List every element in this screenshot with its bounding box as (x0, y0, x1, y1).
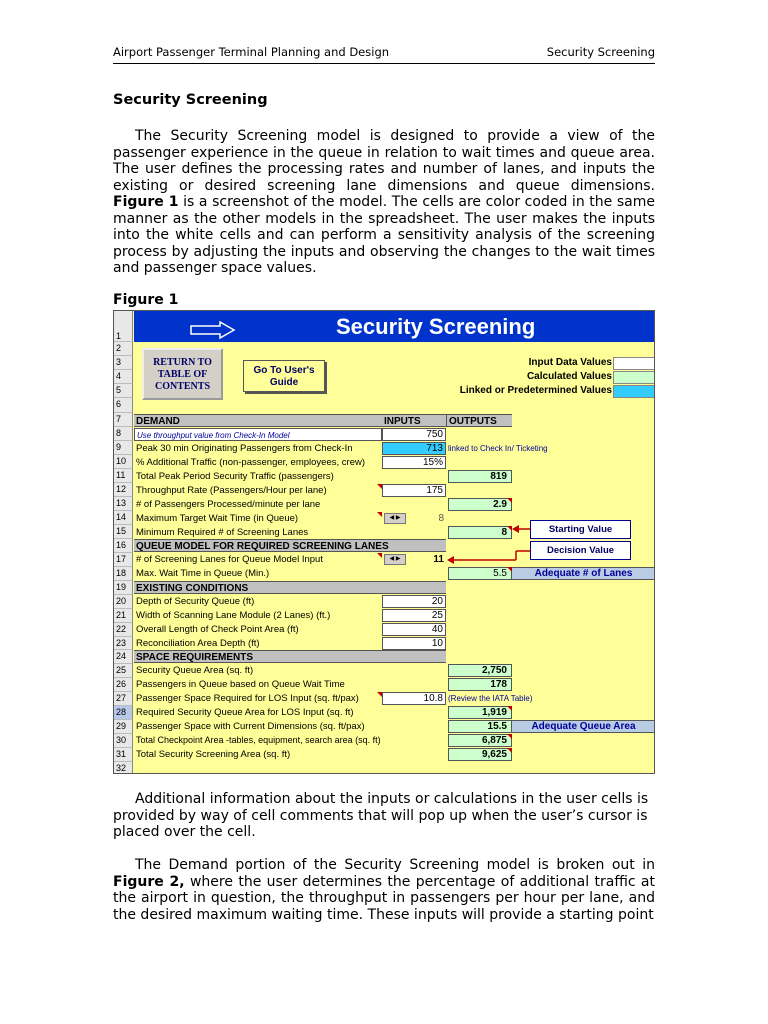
row-number: 10 (114, 455, 133, 469)
queue-model-header: QUEUE MODEL FOR REQUIRED SCREENING LANES (134, 539, 446, 552)
row27-label: Passenger Space Required for LOS Input (sq. ft/pax) (136, 693, 359, 704)
row-number: 24 (114, 650, 133, 664)
row13-output: 2.9 (448, 498, 512, 511)
row-number: 1 (114, 311, 133, 342)
starting-arrow-head (512, 525, 519, 533)
comments-paragraph: Additional information about the inputs or calculations in the user cells is provided by way of cell comments that will pop up when the user’s cursor is placed over the cell. (113, 791, 649, 840)
demand-paragraph (113, 857, 655, 923)
row22-label: Overall Length of Check Point Area (ft) (136, 624, 299, 635)
sheet-title: Security Screening (336, 314, 536, 339)
row10-input[interactable]: 15% (382, 456, 446, 469)
row21-input[interactable]: 25 (382, 609, 446, 622)
row-number: 5 (114, 384, 133, 398)
row-number: 25 (114, 664, 133, 678)
row15-label: Minimum Required # of Screening Lanes (136, 527, 309, 538)
row13-label: # of Passengers Processed/minute per lane (136, 499, 321, 510)
row20-input[interactable]: 20 (382, 595, 446, 608)
lanes-status: Adequate # of Lanes (511, 567, 655, 580)
row-number: 27 (114, 692, 133, 706)
inputs-column-header: INPUTS (382, 414, 446, 427)
row-number: 17 (114, 553, 133, 567)
figure-1-ref: Figure 1 (113, 194, 179, 210)
demand-header: DEMAND (134, 414, 382, 427)
intro-paragraph (113, 128, 655, 277)
row8-label: Use throughput value from Check-In Model (134, 428, 382, 441)
row-number: 7 (114, 413, 133, 427)
row26-label: Passengers in Queue based on Queue Wait Time (136, 679, 345, 690)
return-to-toc-button[interactable]: RETURN TO TABLE OF CONTENTS (142, 348, 223, 400)
row11-output: 819 (448, 470, 512, 483)
row18-output: 5.5 (448, 567, 512, 580)
row23-input[interactable]: 10 (382, 637, 446, 650)
row23-label: Reconciliation Area Depth (ft) (136, 638, 260, 649)
row11-label: Total Peak Period Security Traffic (passengers) (136, 471, 334, 482)
page-header (113, 45, 655, 64)
row20-label: Depth of Security Queue (ft) (136, 596, 255, 607)
row18-label: Max. Wait Time in Queue (Min.) (136, 568, 270, 579)
figure-2-ref: Figure 2, (113, 873, 185, 890)
demand-text-1: The Demand portion of the Security Screening model is broken out in (135, 857, 655, 873)
row21-label: Width of Scanning Lane Module (2 Lanes) (ft.) (136, 610, 331, 621)
row9-note: linked to Check In/ Ticketing (448, 444, 548, 453)
row31-label: Total Security Screening Area (sq. ft) (136, 749, 291, 760)
row12-label: Throughput Rate (Passengers/Hour per lane) (136, 485, 327, 496)
demand-text-2: where the user determines the percentage of additional traffic at the airport in question, the throughput in passengers per hour per lane, and the desired maximum waiting time. These inputs will provide a starting point (113, 873, 655, 923)
row-number: 14 (114, 511, 133, 525)
row31-output: 9,625 (448, 748, 512, 761)
row25-label: Security Queue Area (sq. ft) (136, 665, 254, 676)
row17-spinner[interactable]: ◀ ▶ (384, 554, 406, 565)
row-number: 11 (114, 469, 133, 483)
row30-output: 6,875 (448, 734, 512, 747)
space-requirements-header: SPACE REQUIREMENTS (134, 650, 446, 663)
legend-input-label: Input Data Values (528, 357, 612, 368)
row17-input[interactable]: 11 (433, 554, 444, 565)
row-number: 31 (114, 748, 133, 762)
row-number: 32 (114, 762, 133, 774)
row26-output: 178 (448, 678, 512, 691)
legend-calculated-label: Calculated Values (526, 371, 612, 382)
row-number: 23 (114, 637, 133, 650)
row27-input[interactable]: 10.8 (382, 692, 446, 705)
row12-input[interactable]: 175 (382, 484, 446, 497)
row-number: 19 (114, 581, 133, 595)
row29-label: Passenger Space with Current Dimensions (sq. ft/pax) (136, 721, 365, 732)
intro-text-2: is a screenshot of the model. The cells are color coded in the same manner as the other models in the spreadsheet. The user makes the inputs into the white cells and can perform a sensitivity analysis of the screening process by adjusting the inputs and observing the changes to the wait times and passenger space values. (113, 194, 655, 276)
row30-label: Total Checkpoint Area -tables, equipment, search area (sq. ft) (136, 735, 381, 745)
row-number: 22 (114, 623, 133, 637)
row-number: 9 (114, 441, 133, 455)
existing-conditions-header: EXISTING CONDITIONS (134, 581, 446, 594)
header-right: Security Screening (546, 45, 655, 59)
row-number: 30 (114, 734, 133, 748)
queue-area-status: Adequate Queue Area (511, 720, 655, 733)
row-number: 26 (114, 678, 133, 692)
row14-label: Maximum Target Wait Time (in Queue) (136, 513, 299, 524)
row-number: 21 (114, 609, 133, 623)
row29-output: 15.5 (448, 720, 512, 733)
row-number: 16 (114, 539, 133, 553)
legend-linked-label: Linked or Predetermined Values (459, 385, 612, 396)
row-number: 6 (114, 398, 133, 413)
starting-value-callout: Starting Value (530, 520, 631, 539)
intro-text-1: The Security Screening model is designed to provide a view of the passenger experience in the queue in relation to wait times and queue area. The user defines the processing rates and number of lanes, and inputs the existing or desired screening lane dimensions and queue dimensions. (113, 128, 655, 194)
row-number: 29 (114, 720, 133, 734)
row-number: 13 (114, 497, 133, 511)
row-number: 20 (114, 595, 133, 609)
section-title: Security Screening (113, 92, 268, 108)
row9-input: 713 (382, 442, 446, 455)
row9-label: Peak 30 min Originating Passengers from Check-In (136, 443, 353, 454)
row17-label: # of Screening Lanes for Queue Model Input (136, 554, 323, 565)
users-guide-button[interactable]: Go To User's Guide (243, 360, 325, 392)
row-number: 28 (114, 706, 133, 720)
row-number: 18 (114, 567, 133, 581)
row-number: 2 (114, 342, 133, 356)
figure-label: Figure 1 (113, 292, 179, 308)
row-number: 3 (114, 356, 133, 370)
row-number: 4 (114, 370, 133, 384)
row-number: 8 (114, 427, 133, 441)
decision-value-callout: Decision Value (530, 541, 631, 560)
row8-input[interactable]: 750 (382, 428, 446, 441)
row28-output: 1,919 (448, 706, 512, 719)
row10-label: % Additional Traffic (non-passenger, employees, crew) (136, 457, 365, 468)
row-number: 12 (114, 483, 133, 497)
decision-arrow-head (447, 556, 454, 564)
header-left: Airport Passenger Terminal Planning and Design (113, 45, 390, 59)
outputs-column-header: OUTPUTS (446, 414, 512, 427)
row14-spinner[interactable]: ◀ ▶ (384, 513, 406, 524)
row28-label: Required Security Queue Area for LOS Input (sq. ft) (136, 707, 354, 718)
spreadsheet-figure (113, 310, 655, 774)
row14-input[interactable]: 8 (438, 513, 444, 524)
callout-arrows (114, 311, 655, 774)
row27-note: (Review the IATA Table) (448, 694, 533, 703)
row15-output: 8 (448, 526, 512, 539)
row25-output: 2,750 (448, 664, 512, 677)
row22-input[interactable]: 40 (382, 623, 446, 636)
row-number: 15 (114, 525, 133, 539)
